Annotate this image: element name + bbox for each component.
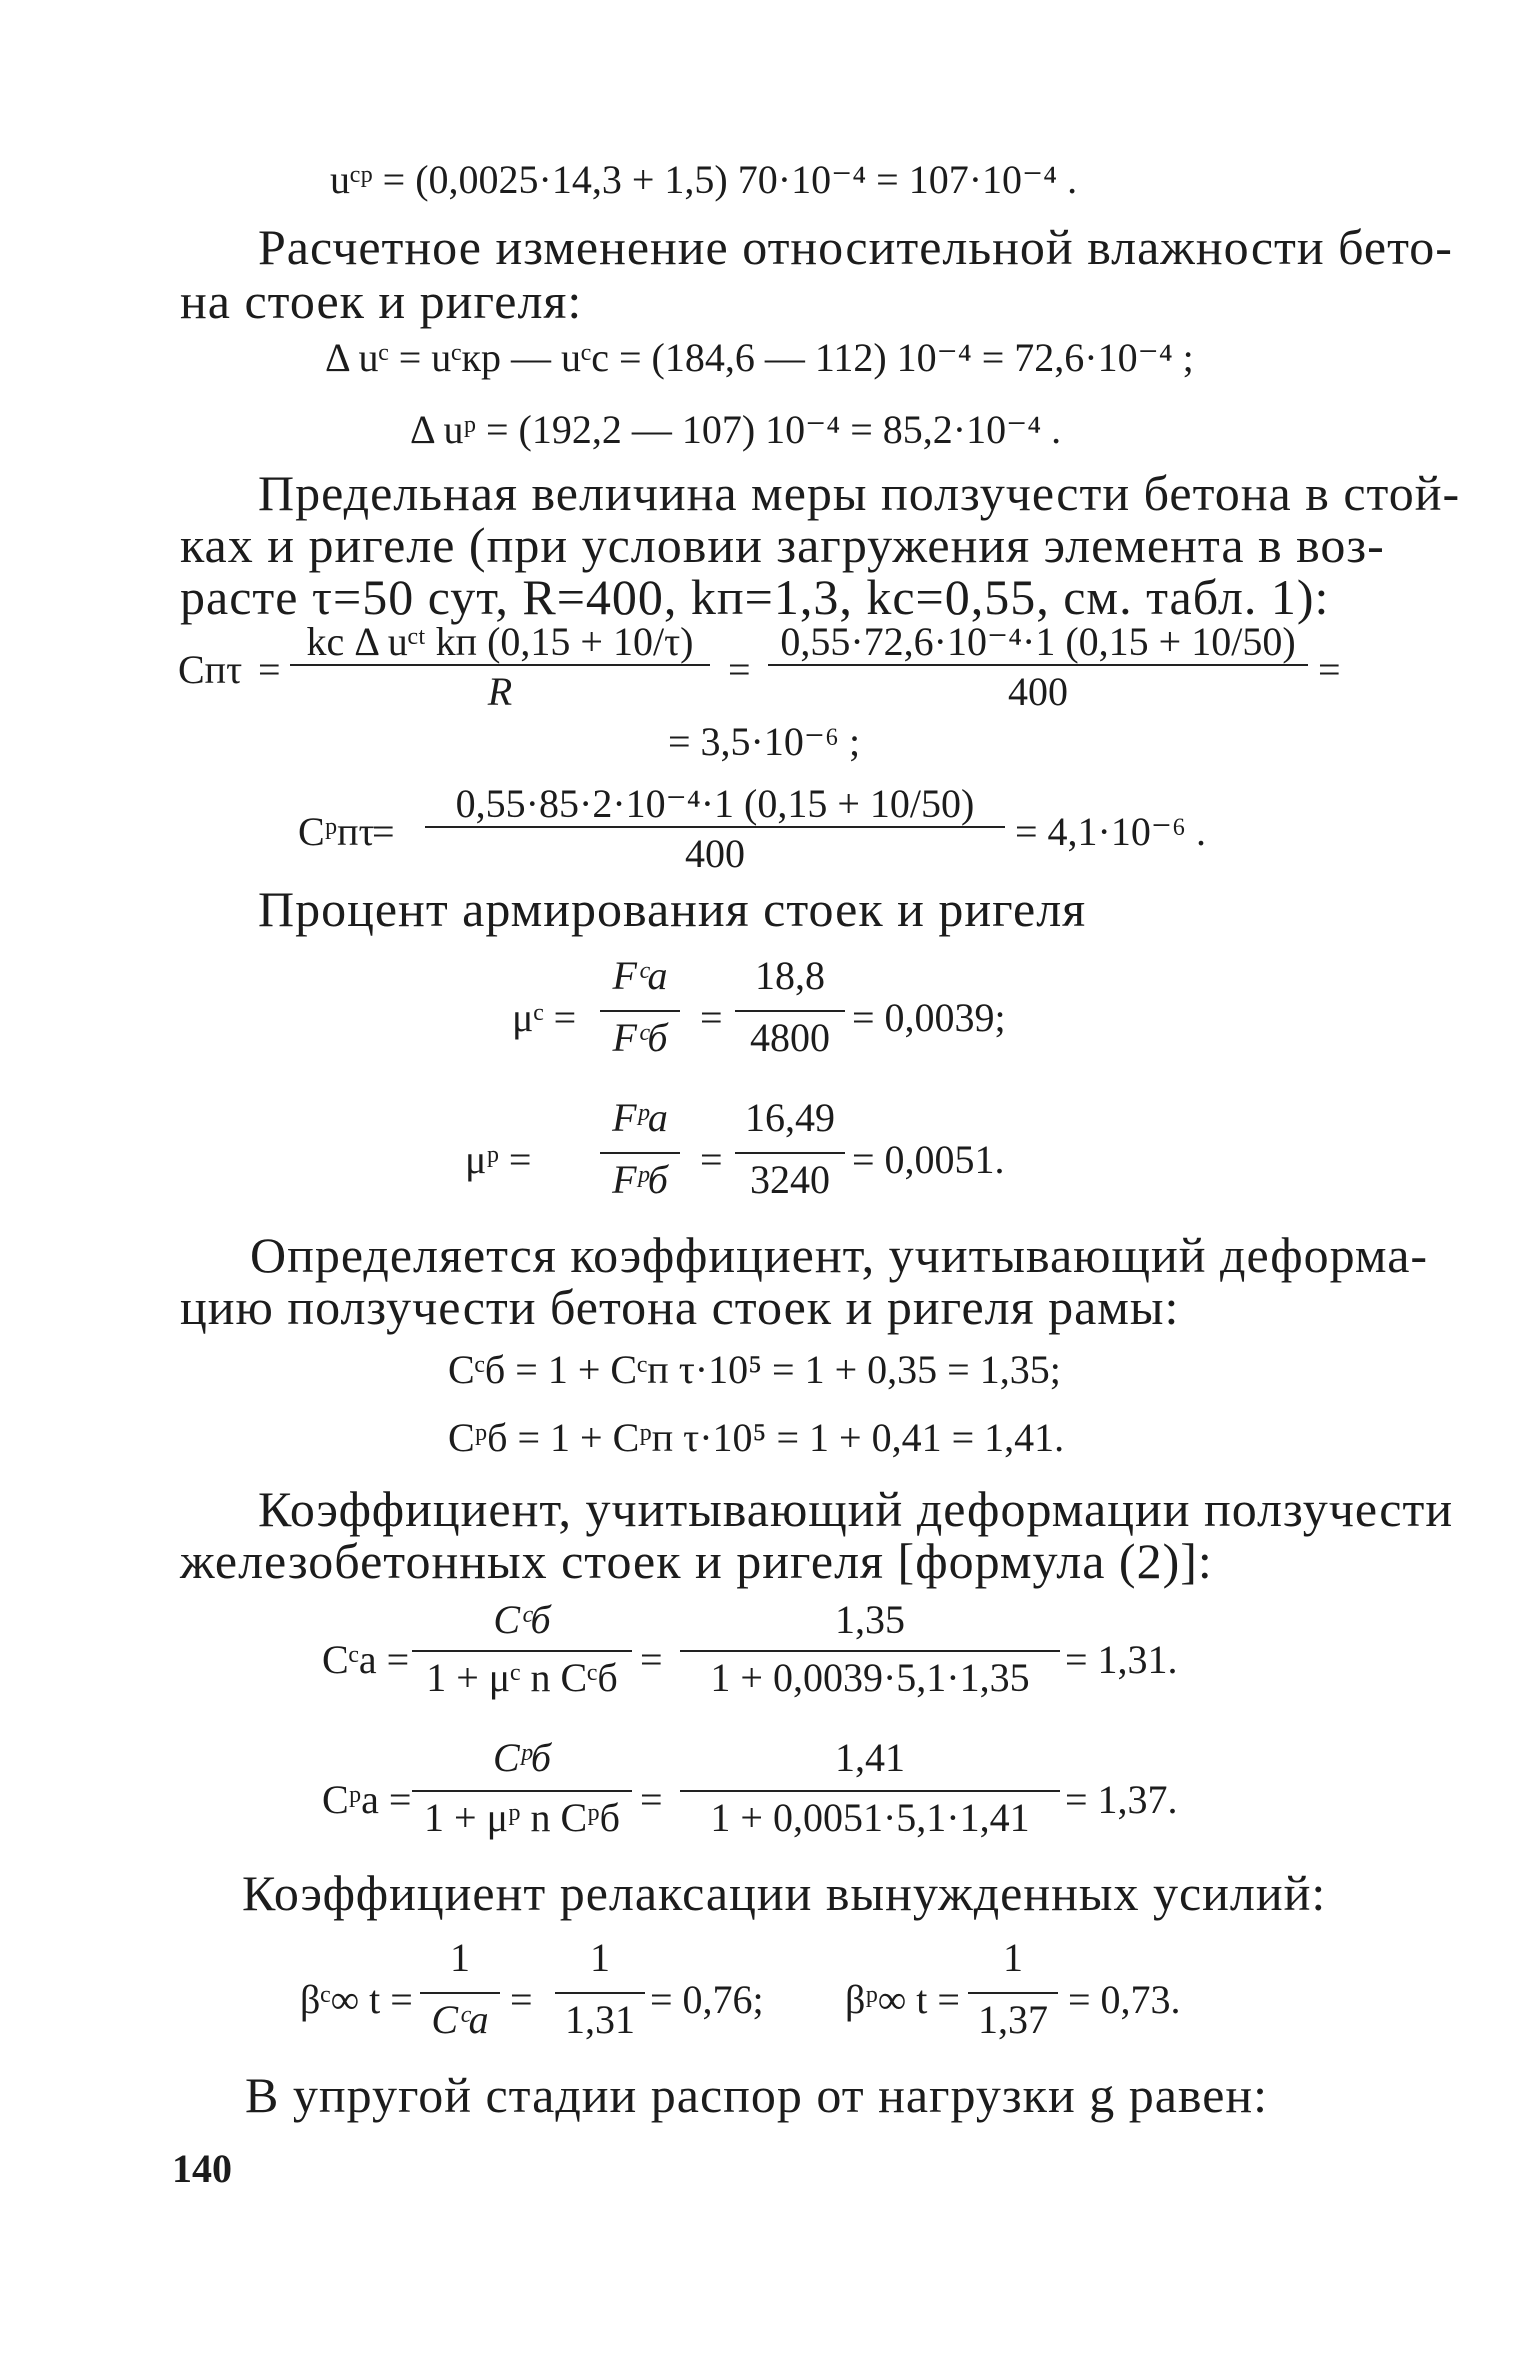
fraction-bar bbox=[968, 1992, 1058, 1994]
equation-cpt-result: = 3,5·10⁻⁶ ; bbox=[668, 719, 861, 764]
equation-mu-p-numerator-1: Fᵖа bbox=[612, 1095, 668, 1140]
equation-mu-c-denominator-1: Fᶜб bbox=[612, 1015, 668, 1060]
equals-sign: = bbox=[258, 647, 281, 692]
equation-cpt-numerator-2: 0,55·72,6·10⁻⁴·1 (0,15 + 10/50) bbox=[780, 619, 1296, 664]
equation-ca-p-result: = 1,37. bbox=[1065, 1777, 1178, 1822]
equation-mu-p-denominator-1: Fᵖб bbox=[612, 1157, 668, 1202]
paragraph-2-line-1: Предельная величина меры ползучести бетона в стой- bbox=[258, 465, 1461, 521]
fraction-bar bbox=[680, 1650, 1060, 1652]
fraction-bar bbox=[600, 1152, 680, 1154]
equation-uc-r: uᶜᵖ = (0,0025·14,3 + 1,5) 70·10⁻⁴ = 107·10⁻⁴ . bbox=[330, 157, 1078, 202]
equation-beta-c-denominator-1: Cᶜа bbox=[431, 1997, 489, 2042]
equation-cppt-result: = 4,1·10⁻⁶ . bbox=[1015, 809, 1206, 854]
equation-beta-c-lhs: βᶜ∞ t = bbox=[300, 1977, 413, 2022]
paragraph-6: Коэффициент релаксации вынужденных усилий: bbox=[242, 1865, 1327, 1921]
paragraph-7: В упругой стадии распор от нагрузки g равен: bbox=[245, 2067, 1269, 2123]
equation-beta-p-denominator: 1,37 bbox=[978, 1997, 1048, 2042]
equation-cppt-numerator: 0,55·85·2·10⁻⁴·1 (0,15 + 10/50) bbox=[455, 781, 975, 826]
paragraph-5-line-1: Коэффициент, учитывающий деформации ползучести bbox=[258, 1481, 1454, 1537]
equation-cpt-lhs: Cпτ bbox=[178, 647, 243, 692]
equation-mu-p-denominator-2: 3240 bbox=[750, 1157, 830, 1202]
equation-cpt-denominator-2: 400 bbox=[1008, 669, 1068, 714]
fraction-bar bbox=[420, 1992, 500, 1994]
equation-delta-u-c: Δ uᶜ = uᶜкр — uᶜс = (184,6 — 112) 10⁻⁴ = 72,6·10⁻⁴ ; bbox=[325, 335, 1194, 380]
equation-cppt-denominator: 400 bbox=[685, 831, 745, 876]
paragraph-4-line-2: цию ползучести бетона стоек и ригеля рамы: bbox=[180, 1279, 1180, 1335]
equals-sign: = bbox=[700, 1137, 723, 1182]
equation-ca-c-denominator-1: 1 + μᶜ n Cᶜб bbox=[426, 1655, 618, 1700]
fraction-bar bbox=[735, 1152, 845, 1154]
fraction-bar bbox=[412, 1790, 632, 1792]
equation-beta-p-lhs: βᵖ∞ t = bbox=[845, 1977, 960, 2022]
equation-ca-p-numerator-2: 1,41 bbox=[835, 1735, 905, 1780]
equation-mu-p-lhs: μᵖ = bbox=[465, 1137, 532, 1182]
paragraph-4-line-1: Определяется коэффициент, учитывающий деформа- bbox=[250, 1227, 1429, 1283]
fraction-bar bbox=[768, 664, 1308, 666]
paragraph-2-line-3: расте τ=50 сут, R=400, kп=1,3, kс=0,55, см. табл. 1): bbox=[180, 569, 1330, 625]
equals-sign: = bbox=[510, 1977, 533, 2022]
fraction-bar bbox=[412, 1650, 632, 1652]
paragraph-1-line-2: на стоек и ригеля: bbox=[180, 273, 583, 329]
paragraph-3: Процент армирования стоек и ригеля bbox=[258, 881, 1087, 937]
equation-ca-c-denominator-2: 1 + 0,0039·5,1·1,35 bbox=[710, 1655, 1030, 1700]
equation-mu-p-numerator-2: 16,49 bbox=[745, 1095, 835, 1140]
paragraph-2-line-2: ках и ригеле (при условии загружения элемента в воз- bbox=[180, 517, 1385, 573]
fraction-bar bbox=[735, 1010, 845, 1012]
equation-delta-u-p: Δ uᵖ = (192,2 — 107) 10⁻⁴ = 85,2·10⁻⁴ . bbox=[410, 407, 1062, 452]
equation-beta-c-numerator-1: 1 bbox=[450, 1935, 470, 1980]
paragraph-1-line-1: Расчетное изменение относительной влажности бето- bbox=[258, 219, 1453, 275]
paragraph-5-line-2: железобетонных стоек и ригеля [формула (2)]: bbox=[180, 1533, 1213, 1589]
equation-cb-p: Cᵖб = 1 + Cᵖп τ·10⁵ = 1 + 0,41 = 1,41. bbox=[448, 1415, 1065, 1460]
equation-ca-p-denominator-2: 1 + 0,0051·5,1·1,41 bbox=[710, 1795, 1030, 1840]
equation-cb-c: Cᶜб = 1 + Cᶜп τ·10⁵ = 1 + 0,35 = 1,35; bbox=[448, 1347, 1061, 1392]
equation-ca-c-numerator-1: Cᶜб bbox=[493, 1597, 551, 1642]
equation-beta-c-denominator-2: 1,31 bbox=[565, 1997, 635, 2042]
equation-ca-c-lhs: Cᶜа = bbox=[322, 1637, 410, 1682]
equals-sign: = bbox=[700, 995, 723, 1040]
equation-ca-c-result: = 1,31. bbox=[1065, 1637, 1178, 1682]
equation-mu-c-denominator-2: 4800 bbox=[750, 1015, 830, 1060]
equation-cppt-lhs: Cᵖпτ bbox=[298, 809, 375, 854]
equation-beta-c-numerator-2: 1 bbox=[590, 1935, 610, 1980]
equation-cpt-numerator-1: kс Δ uᶜᵗ kп (0,15 + 10/τ) bbox=[306, 619, 694, 664]
equation-beta-p-result: = 0,73. bbox=[1068, 1977, 1181, 2022]
equation-mu-c-numerator-2: 18,8 bbox=[755, 953, 825, 998]
equation-beta-p-numerator: 1 bbox=[1003, 1935, 1023, 1980]
equation-mu-c-lhs: μᶜ = bbox=[512, 995, 577, 1040]
equation-mu-c-numerator-1: Fᶜа bbox=[612, 953, 668, 998]
equals-sign: = bbox=[372, 809, 395, 854]
equation-cpt-denominator-1: R bbox=[487, 669, 513, 714]
equation-ca-c-numerator-2: 1,35 bbox=[835, 1597, 905, 1642]
equation-ca-p-denominator-1: 1 + μᵖ n Cᵖб bbox=[424, 1795, 620, 1840]
equation-ca-p-lhs: Cᵖа = bbox=[322, 1777, 412, 1822]
fraction-bar bbox=[425, 826, 1005, 828]
equals-sign: = bbox=[640, 1777, 663, 1822]
equals-sign: = bbox=[1318, 647, 1341, 692]
fraction-bar bbox=[555, 1992, 645, 1994]
equation-mu-p-result: = 0,0051. bbox=[852, 1137, 1005, 1182]
equation-beta-c-result: = 0,76; bbox=[650, 1977, 764, 2022]
equation-mu-c-result: = 0,0039; bbox=[852, 995, 1006, 1040]
fraction-bar bbox=[600, 1010, 680, 1012]
fraction-bar bbox=[290, 664, 710, 666]
equation-ca-p-numerator-1: Cᵖб bbox=[492, 1735, 552, 1780]
page-number: 140 bbox=[172, 2146, 232, 2191]
fraction-bar bbox=[680, 1790, 1060, 1792]
equals-sign: = bbox=[640, 1637, 663, 1682]
equals-sign: = bbox=[728, 647, 751, 692]
